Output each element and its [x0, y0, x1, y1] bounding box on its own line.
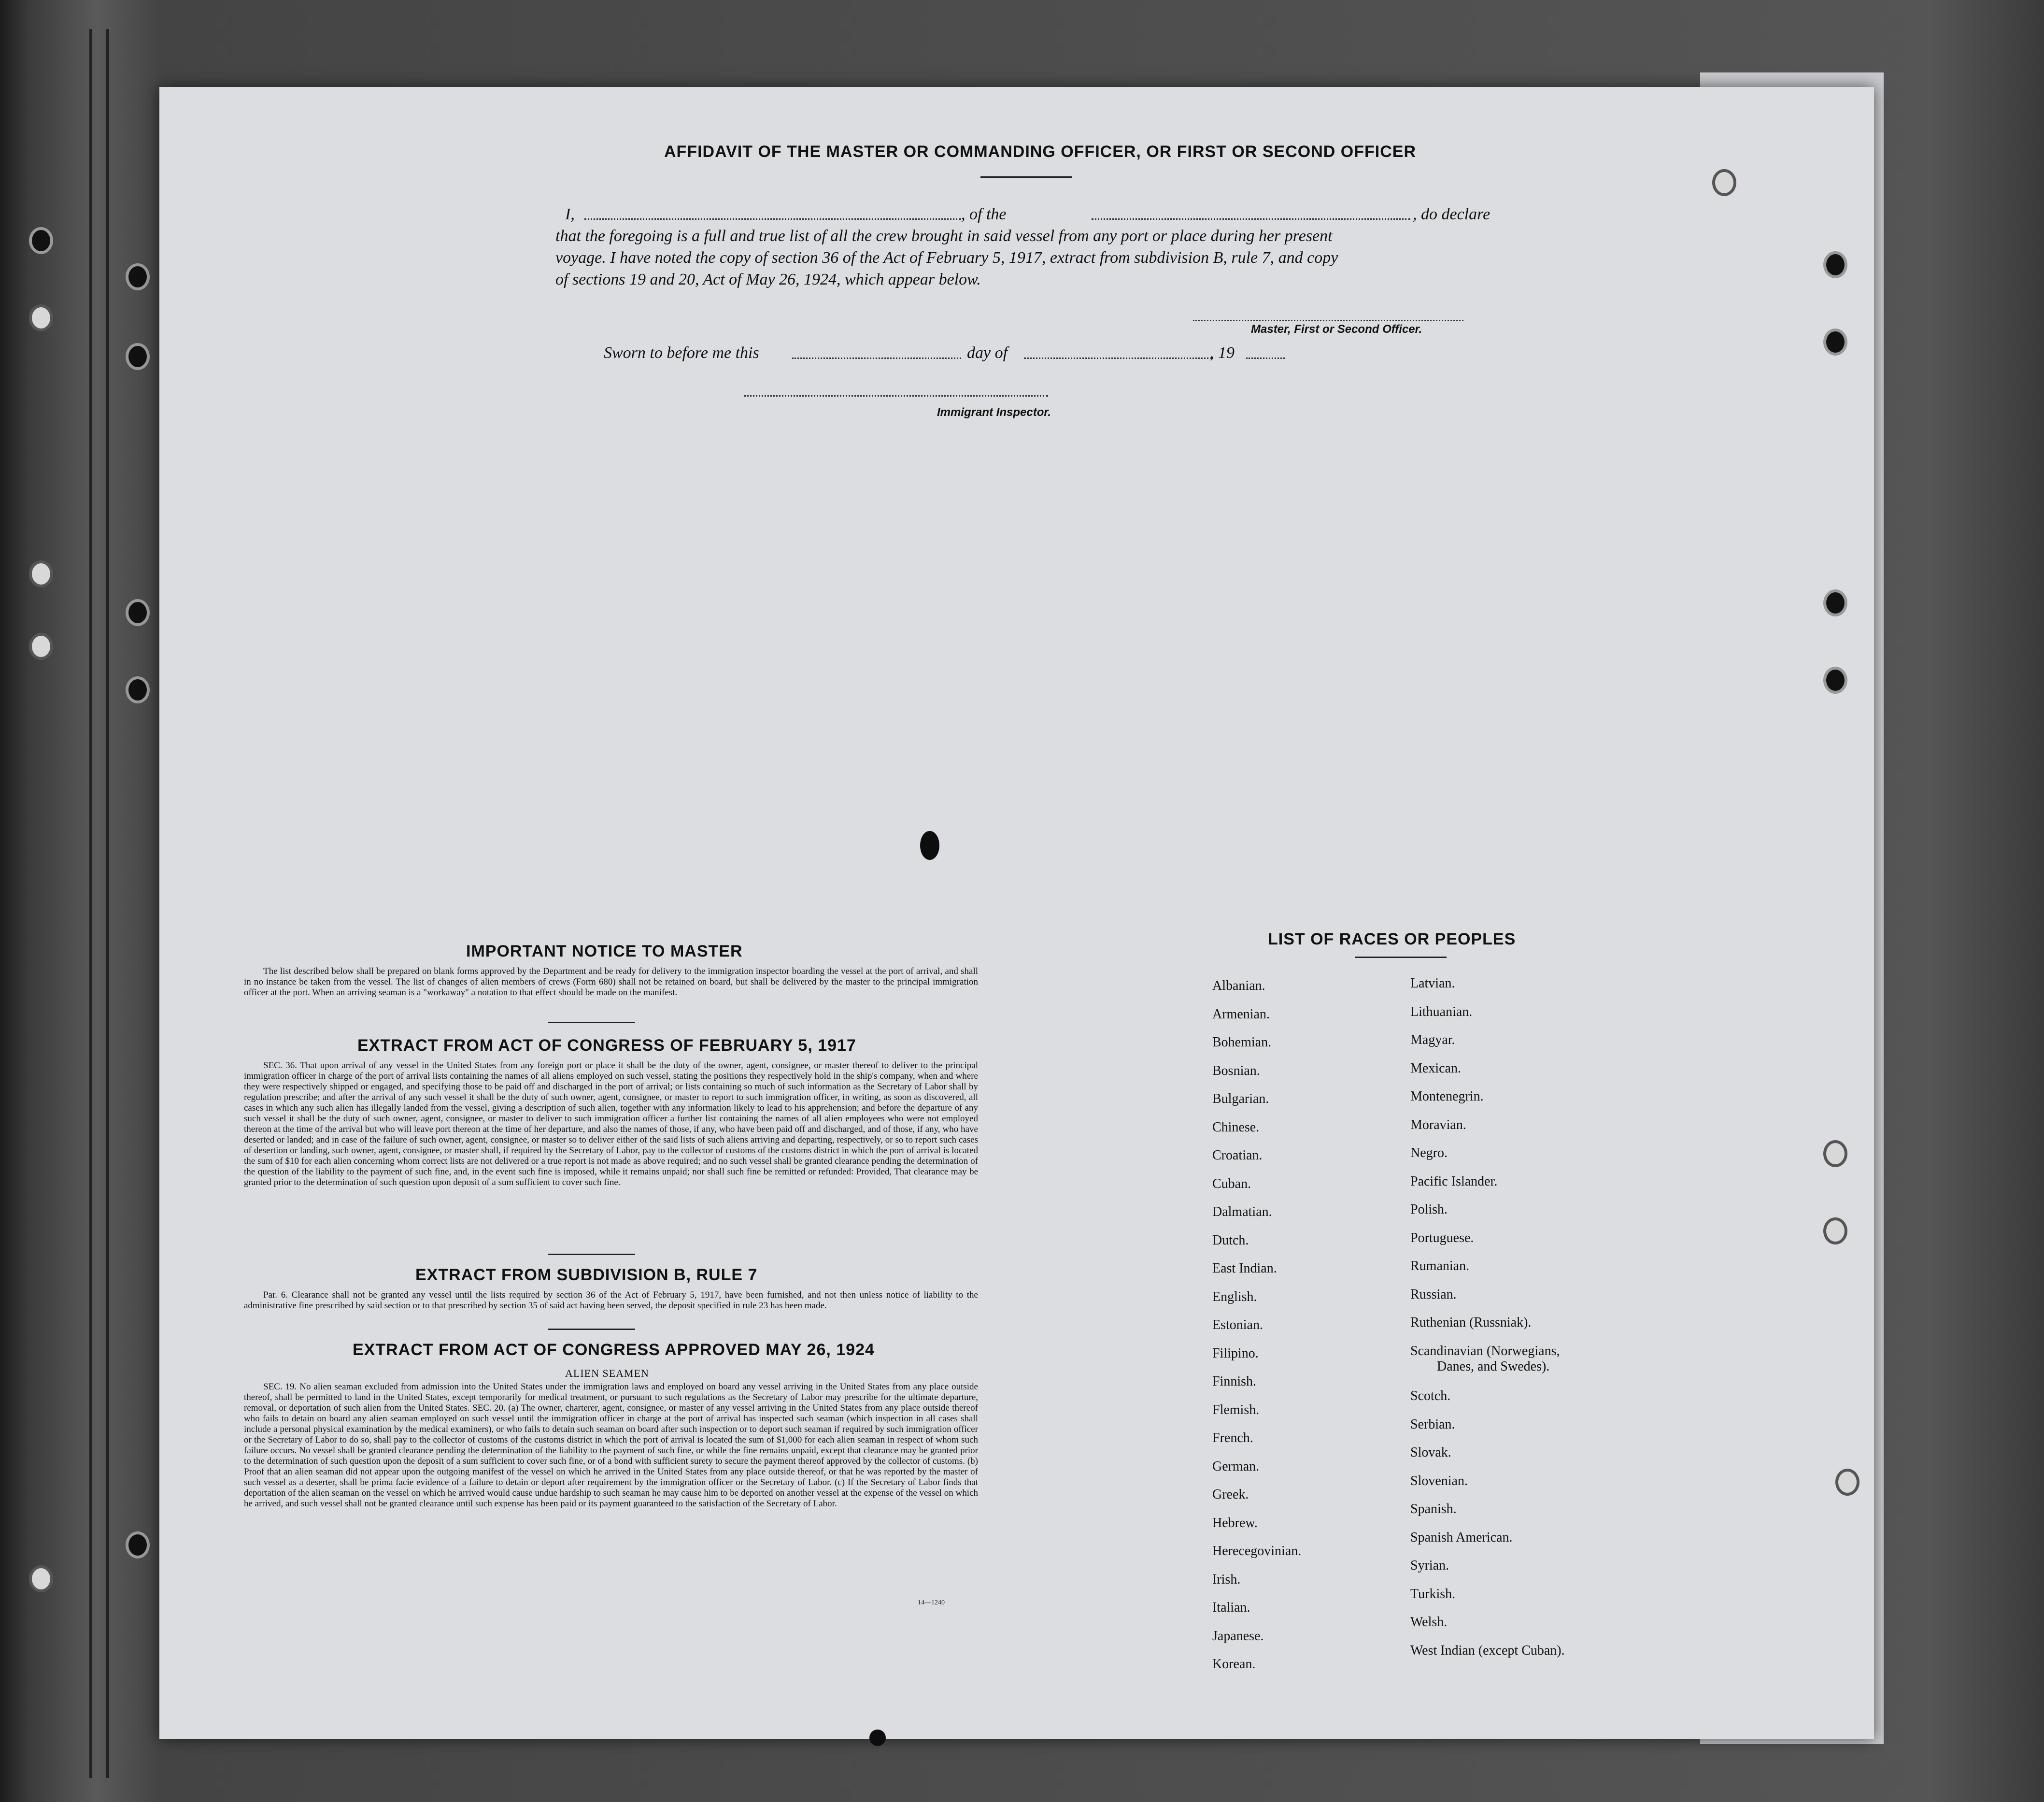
divider: [980, 176, 1072, 178]
race-item: West Indian (except Cuban).: [1410, 1643, 1565, 1658]
race-item: Bulgarian.: [1212, 1091, 1269, 1106]
race-item: Mexican.: [1410, 1060, 1461, 1076]
race-item: Portuguese.: [1410, 1230, 1474, 1245]
affidavit-line-2: that the foregoing is a full and true list of all the crew brought in said vessel from any port or place during her present: [555, 227, 1333, 245]
race-item: Estonian.: [1212, 1317, 1263, 1332]
race-item: Korean.: [1212, 1657, 1256, 1672]
race-item: Albanian.: [1212, 978, 1265, 993]
vessel-blank[interactable]: [1092, 218, 1410, 220]
alien-seamen-subtitle: ALIEN SEAMEN: [565, 1367, 649, 1379]
race-item: Irish.: [1212, 1572, 1241, 1587]
race-item: Chinese.: [1212, 1119, 1260, 1135]
inspector-signature-label: Immigrant Inspector.: [937, 406, 1051, 419]
page-hole: [1823, 589, 1847, 616]
race-item: Dutch.: [1212, 1232, 1249, 1248]
affidavit-declare: , do declare: [1413, 205, 1490, 223]
extract-1924-title: EXTRACT FROM ACT OF CONGRESS APPROVED MAY 26, 1924: [353, 1341, 875, 1359]
binder-edge: [106, 29, 109, 1778]
affidavit-line-3: voyage. I have noted the copy of section 36 of the Act of February 5, 1917, extract from subdivision B, rule 7, and copy: [555, 249, 1338, 267]
race-item: Dalmatian.: [1212, 1204, 1272, 1219]
form-number: 14—1240: [918, 1599, 945, 1606]
race-item: Slovak.: [1410, 1445, 1451, 1460]
year-blank[interactable]: [1246, 358, 1285, 359]
binder-hole: [126, 599, 150, 626]
divider: [548, 1254, 635, 1255]
race-item: Herecegovinian.: [1212, 1544, 1302, 1559]
page-hole: [1823, 1217, 1847, 1244]
affidavit-of-the: , of the: [961, 205, 1007, 223]
divider: [548, 1022, 635, 1023]
race-item: Hebrew.: [1212, 1515, 1258, 1530]
name-blank[interactable]: [584, 218, 961, 220]
inspector-signature-blank[interactable]: [744, 395, 1048, 397]
race-item: Montenegrin.: [1410, 1089, 1484, 1104]
race-item: Spanish American.: [1410, 1530, 1513, 1545]
race-item: Italian.: [1212, 1600, 1250, 1615]
page-hole: [1823, 329, 1847, 356]
ink-blot: [869, 1730, 886, 1746]
race-item: Rumanian.: [1410, 1259, 1470, 1273]
race-item: Bohemian.: [1212, 1035, 1272, 1050]
sworn-text: Sworn to before me this: [604, 344, 759, 362]
race-item: Slovenian.: [1410, 1473, 1468, 1488]
extract-1924-text: SEC. 19. No alien seaman excluded from admission into the United States under the immigration laws and employed on board any vessel arriving in the United States from any place outside thereof, shall be permitted to land in the United States, except temporarily for medical treatment, or pursuant to such regulations as the Secretary of Labor may prescribe for the ultimate departure, removal, or deportation of such alien from the United States. SEC. 20. (a) The owner, charterer, agent, consignee, or master of any vessel arriving in the United States from any place outside thereof who fails to detain on board any alien seaman employed on such vessel until the immigration officer in charge at the port of arrival has inspected such seaman (which inspection in all cases shall include a personal physical examination by the medical examiners), or who fails to detain such seaman on board after such inspection or to deport such seaman if required by such immigration officer or the Secretary of Labor to do so, shall pay to the collector of customs of the customs district in which the port of arrival is located the sum of $1,000 for each alien seaman in respect of whom such failure occurs. No vessel shall be granted clearance pending the determination of the liability to the payment of such fine, or while the fine remains unpaid, except that clearance may be granted prior to the determination of such question upon the deposit of a sum sufficient to cover such fine, or of a bond with sufficient surety to secure the payment thereof approved by the collector of customs. (b) Proof that an alien seaman did not appear upon the outgoing manifest of the vessel on which he arrived in the United States from any place outside thereof, or that he was reported by the master of such vessel as a deserter, shall be prima facie evidence of a failure to detain or deport after requirement by the immigration officer or the Secretary of Labor. (c) If the Secretary of Labor finds that deportation of the alien seaman on the vessel on which he arrived would cause undue hardship to such seaman he may cause him to be deported on another vessel at the expense of the vessel on which he arrived, and such vessel shall not be granted clearance until such expense has been paid or its payment guaranteed to the satisfaction of the Secretary of Labor.: [244, 1382, 978, 1509]
binder-hole: [126, 676, 150, 703]
page-hole: [1712, 169, 1736, 196]
race-item: East Indian.: [1212, 1261, 1277, 1276]
binder-hole: [29, 1565, 53, 1592]
affidavit-i: I,: [565, 205, 575, 223]
binder-hole: [126, 1531, 150, 1559]
race-item: Spanish.: [1410, 1502, 1457, 1517]
race-item: French.: [1212, 1430, 1253, 1445]
race-item: Croatian.: [1212, 1148, 1263, 1163]
notice-text: The list described below shall be prepared on blank forms approved by the Department and be ready for delivery to the immigration inspector boarding the vessel at the port of arrival, and shall in no instance be taken from the vessel. The list of changes of alien members of crews (Form 680) shall not be retained on board, but shall be delivered by the master to the principal immigration officer at the port. When an arriving seaman is a "workaway" a notation to that effect should be made on the manifest.: [244, 966, 978, 998]
page-hole: [1823, 251, 1847, 278]
rule-7-text: Par. 6. Clearance shall not be granted any vessel until the lists required by section 36 of the Act of February 5, 1917, have been furnished, and not then unless notice of liability to the administrative fine prescribed by said section or to that prescribed by section 35 of said act having been served, the deposit specified in rule 23 has been made.: [244, 1290, 978, 1311]
page-hole: [1823, 667, 1847, 694]
day-blank[interactable]: [792, 358, 961, 359]
day-of-text: day of: [967, 344, 1008, 362]
race-item: German.: [1212, 1459, 1260, 1474]
manifest-page: [159, 87, 1874, 1739]
race-item: Ruthenian (Russniak).: [1410, 1315, 1532, 1330]
binder-hole: [126, 343, 150, 370]
race-item: Polish.: [1410, 1202, 1448, 1217]
binder-hole: [126, 263, 150, 290]
divider: [1355, 957, 1447, 958]
race-item: Japanese.: [1212, 1628, 1264, 1644]
page-hole: [1823, 1140, 1847, 1167]
race-item: Flemish.: [1212, 1402, 1260, 1417]
rule-7-title: EXTRACT FROM SUBDIVISION B, RULE 7: [415, 1266, 758, 1284]
race-item: Lithuanian.: [1410, 1004, 1473, 1019]
race-item: Magyar.: [1410, 1032, 1455, 1047]
race-item: Russian.: [1410, 1287, 1457, 1302]
race-item: English.: [1212, 1289, 1257, 1304]
ink-blot: [920, 831, 939, 860]
race-item: Armenian.: [1212, 1006, 1270, 1022]
affidavit-title: AFFIDAVIT OF THE MASTER OR COMMANDING OFFICER, OR FIRST OR SECOND OFFICER: [664, 143, 1416, 161]
race-item: Cuban.: [1212, 1176, 1251, 1191]
race-item: Pacific Islander.: [1410, 1173, 1498, 1189]
divider: [548, 1329, 635, 1330]
extract-1917-title: EXTRACT FROM ACT OF CONGRESS OF FEBRUARY 5, 1917: [357, 1036, 856, 1055]
affidavit-line-4: of sections 19 and 20, Act of May 26, 1924, which appear below.: [555, 271, 981, 288]
race-item: Syrian.: [1410, 1558, 1449, 1573]
race-item: Turkish.: [1410, 1586, 1456, 1602]
race-item: Latvian.: [1410, 976, 1455, 991]
race-item: Serbian.: [1410, 1416, 1455, 1432]
month-blank[interactable]: [1024, 358, 1212, 359]
master-signature-blank[interactable]: [1193, 320, 1463, 321]
binder-hole: [29, 633, 53, 660]
race-item: Scandinavian (Norwegians,: [1410, 1343, 1560, 1359]
race-item: Negro.: [1410, 1145, 1448, 1160]
notice-title: IMPORTANT NOTICE TO MASTER: [466, 942, 743, 960]
page-hole: [1835, 1469, 1859, 1496]
master-signature-label: Master, First or Second Officer.: [1251, 323, 1422, 336]
race-item: Scotch.: [1410, 1388, 1451, 1404]
race-item: Finnish.: [1212, 1374, 1257, 1389]
binder-hole: [29, 560, 53, 587]
binder-hole: [29, 304, 53, 331]
race-item: Greek.: [1212, 1487, 1249, 1502]
race-item: Bosnian.: [1212, 1063, 1260, 1078]
race-item: Welsh.: [1410, 1615, 1448, 1630]
extract-1917-text: SEC. 36. That upon arrival of any vessel in the United States from any foreign port or place it shall be the duty of the owner, agent, consignee, or master thereof to deliver to the principal immigration officer in charge of the port of arrival lists containing the names of all aliens employed on such vessel, stating the positions they respectively hold in the ship's company, when and where they were respectively shipped or engaged, and specifying those to be paid off and discharged in the port of arrival; or lists containing so much of such information as the Secretary of Labor shall by regulation prescribe; and after the arrival of any such vessel it shall be the duty of such owner, agent, consignee, or master to report to such immigration officer, in writing, as soon as discovered, all cases in which any such alien has illegally landed from the vessel, giving a description of such alien, together with any information likely to lead to his apprehension; and before the departure of any such vessel it shall be the duty of such owner, agent, consignee, or master to deliver to such immigration officer a further list containing the names of all alien employees who were not employed thereon at the time of the arrival but who will leave port thereon at the time of her departure, and also the names of those, if any, who have been paid off and discharged, and of those, if any, who have deserted or landed; and in case of the failure of such owner, agent, consignee, or master so to deliver either of the said lists of such aliens arriving and departing, respectively, or so to report such cases of desertion or landing, such owner, agent, consignee, or master shall, if required by the Secretary of Labor, pay to the collector of customs of the customs district in which the port of arrival is located the sum of $10 for each alien concerning whom correct lists are not delivered or a true report is not made as above required; and no such vessel shall be granted clearance pending the determination of the question of the liability to the payment of such fine, and, in the event such fine is imposed, while it remains unpaid; nor shall such fine be remitted or refunded: Provided, That clearance may be granted prior to the determination of such question upon deposit of a sum sufficient to cover such fine.: [244, 1060, 978, 1187]
race-item: Filipino.: [1212, 1345, 1259, 1361]
race-item: Danes, and Swedes).: [1437, 1359, 1550, 1374]
year-text: , 19: [1210, 344, 1235, 362]
binder-hole: [29, 227, 53, 254]
binder-edge: [89, 29, 92, 1778]
races-title: LIST OF RACES OR PEOPLES: [1268, 930, 1516, 948]
race-item: Moravian.: [1410, 1117, 1466, 1132]
